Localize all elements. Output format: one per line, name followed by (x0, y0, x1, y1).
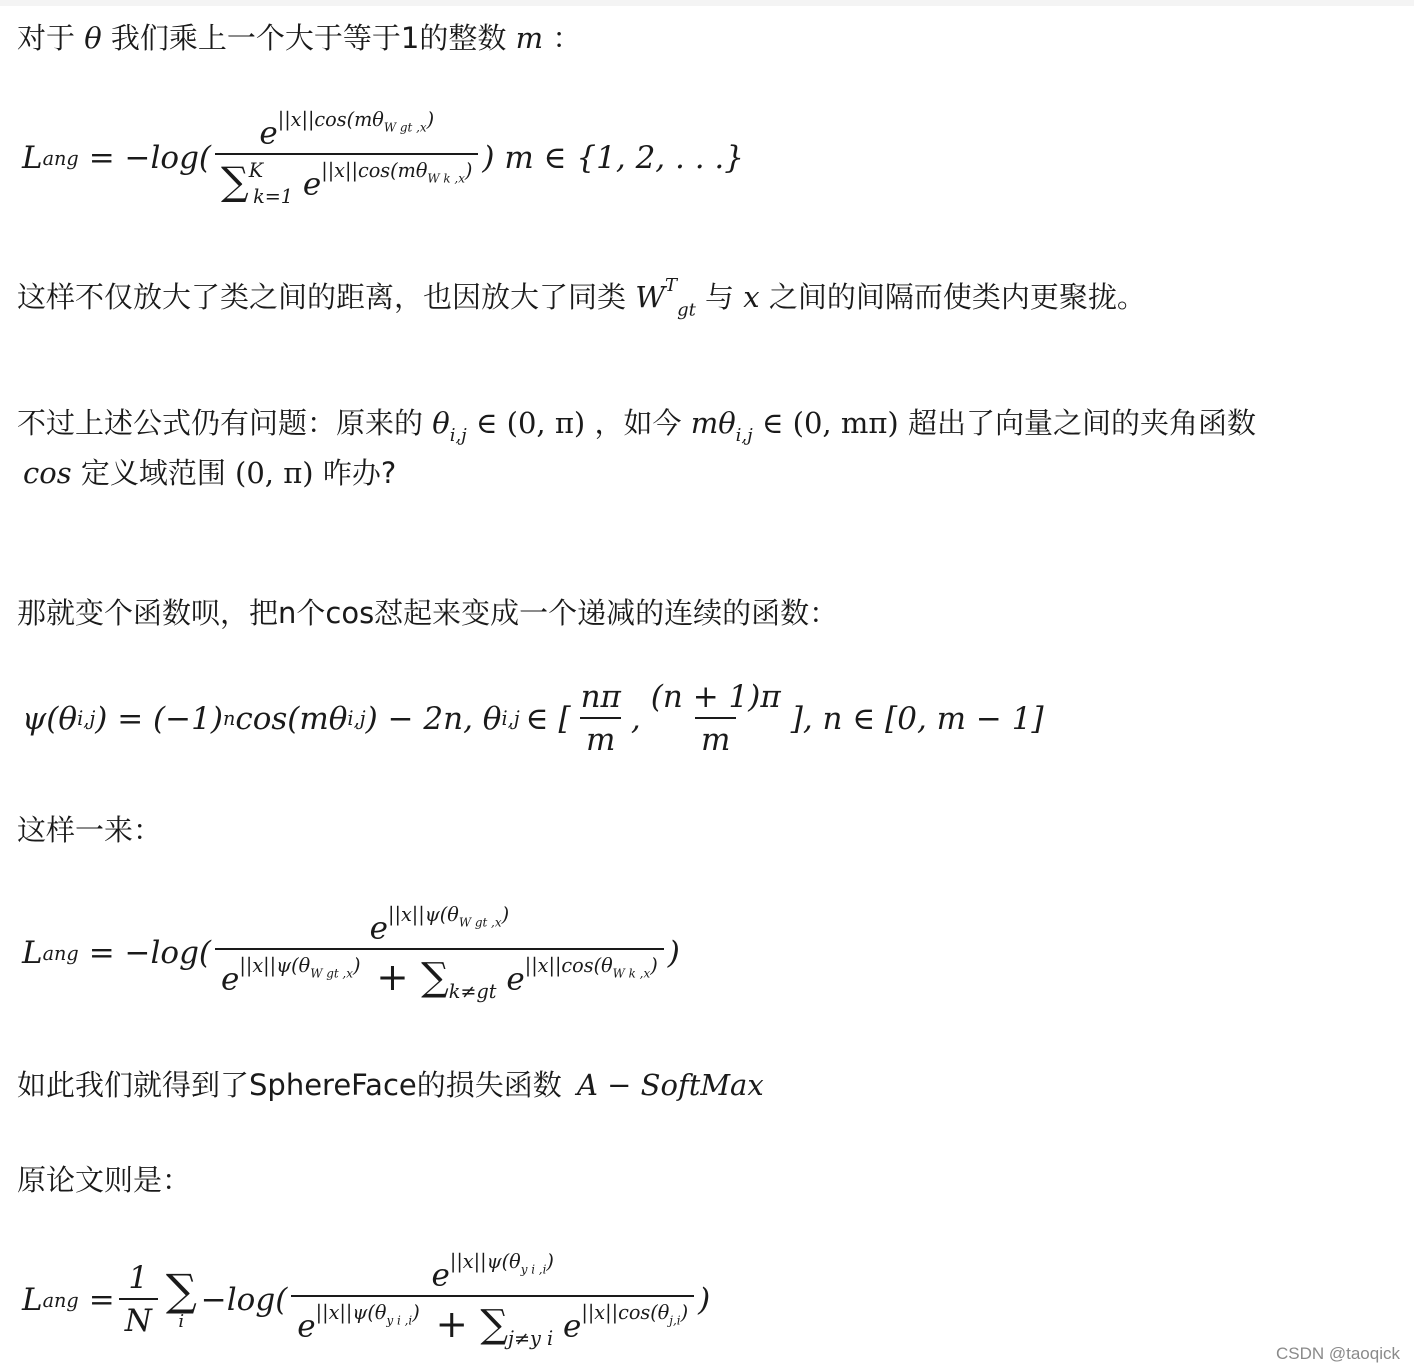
paragraph-problem-line1: 不过上述公式仍有问题：原来的 $\theta_{i,j}$ ∈ (0, π) ，如今 $m\theta_{i,j}$ ∈ (0, mπ) 超出了向量之间的夹角函数 (17, 406, 1256, 447)
equation-psi: ψ(θ i,j ) = (−1) n cos(mθ i,j ) − 2n, θ i,j ∈ [ $\frac{n\pi}{m}$ , $\frac{(n + 1)\pi}{m}$ ], n ∈ [0, m − 1] (22, 679, 1044, 758)
m-symbol: m (515, 21, 544, 55)
paragraph-change-function: 那就变个函数呗，把n个cos怼起来变成一个递减的连续的函数： (17, 596, 839, 630)
theta-symbol: θ (84, 21, 102, 55)
fraction-n-pi-over-m: $\frac{n\pi}{m}$ (580, 679, 621, 758)
fraction-n-plus-1-pi-over-m: $\frac{(n + 1)\pi}{m}$ (650, 679, 781, 758)
equation-l-ang-1: L ang = −log( $\frac{e^{||x||cos(m\theta_{W gt ,x})}}{\sum^K_{k=1} e^{||x||cos(m\theta_{W k ,x})}}$ ) m ∈ {1, 2, . . .} (22, 108, 744, 209)
equation-3-fraction: $\frac{e^{||x||\psi(\theta_{W gt ,x})}}{e^{||x||\psi(\theta_{W gt ,x})} + \sum_{k\ne gt} e^{||x||cos(\theta_{W k ,x})}}$ (215, 905, 664, 1001)
equation-4-fraction: $\frac{e^{||x||\psi(\theta_{y i ,i})}}{e^{||x||\psi(\theta_{y i ,i})} + \sum_{j\ne y i} e^{||x||cos(\theta_{j,i})}}$ (291, 1252, 694, 1348)
fraction-one-over-n: $\frac{1}{N}$ (119, 1263, 158, 1337)
paragraph-distance: 这样不仅放大了类之间的距离，也因放大了同类 $W^T_{gt}$ 与 x 之间的间隔而使类内更聚拢。 (17, 275, 1146, 321)
paragraph-original-paper: 原论文则是： (17, 1163, 192, 1197)
equation-1-fraction: $\frac{e^{||x||cos(m\theta_{W gt ,x})}}{\sum^K_{k=1} e^{||x||cos(m\theta_{W k ,x})}}$ (215, 110, 478, 206)
top-bar (0, 0, 1414, 6)
intro-paragraph: 对于 θ 我们乘上一个大于等于1的整数 m ： (17, 21, 582, 55)
csdn-watermark: CSDN @taoqick (1275, 1344, 1400, 1363)
equation-l-ang-psi: L ang = −log( $\frac{e^{||x||\psi(\theta_{W gt ,x})}}{e^{||x||\psi(\theta_{W gt ,x})} + \sum_{k\ne gt} e^{||x||cos(\theta_{W k ,x})}}$ ) (22, 903, 680, 1004)
paragraph-sphereface: 如此我们就得到了SphereFace的损失函数 A − SoftMax (17, 1068, 764, 1102)
sum-over-i: ∑ i (165, 1265, 197, 1332)
equation-l-ang-paper: L ang = $\frac{1}{N}$ ∑ i −log( $\frac{e^{||x||\psi(\theta_{y i ,i})}}{e^{||x||\psi(\theta_{y i ,i})} + \sum_{j\ne y i} e^{||x||cos(\theta_{j,i})}}$ ) (22, 1250, 711, 1351)
paragraph-problem-line2: cos 定义域范围 (0, π) 咋办? (23, 456, 397, 490)
paragraph-thus: 这样一来： (17, 813, 163, 847)
